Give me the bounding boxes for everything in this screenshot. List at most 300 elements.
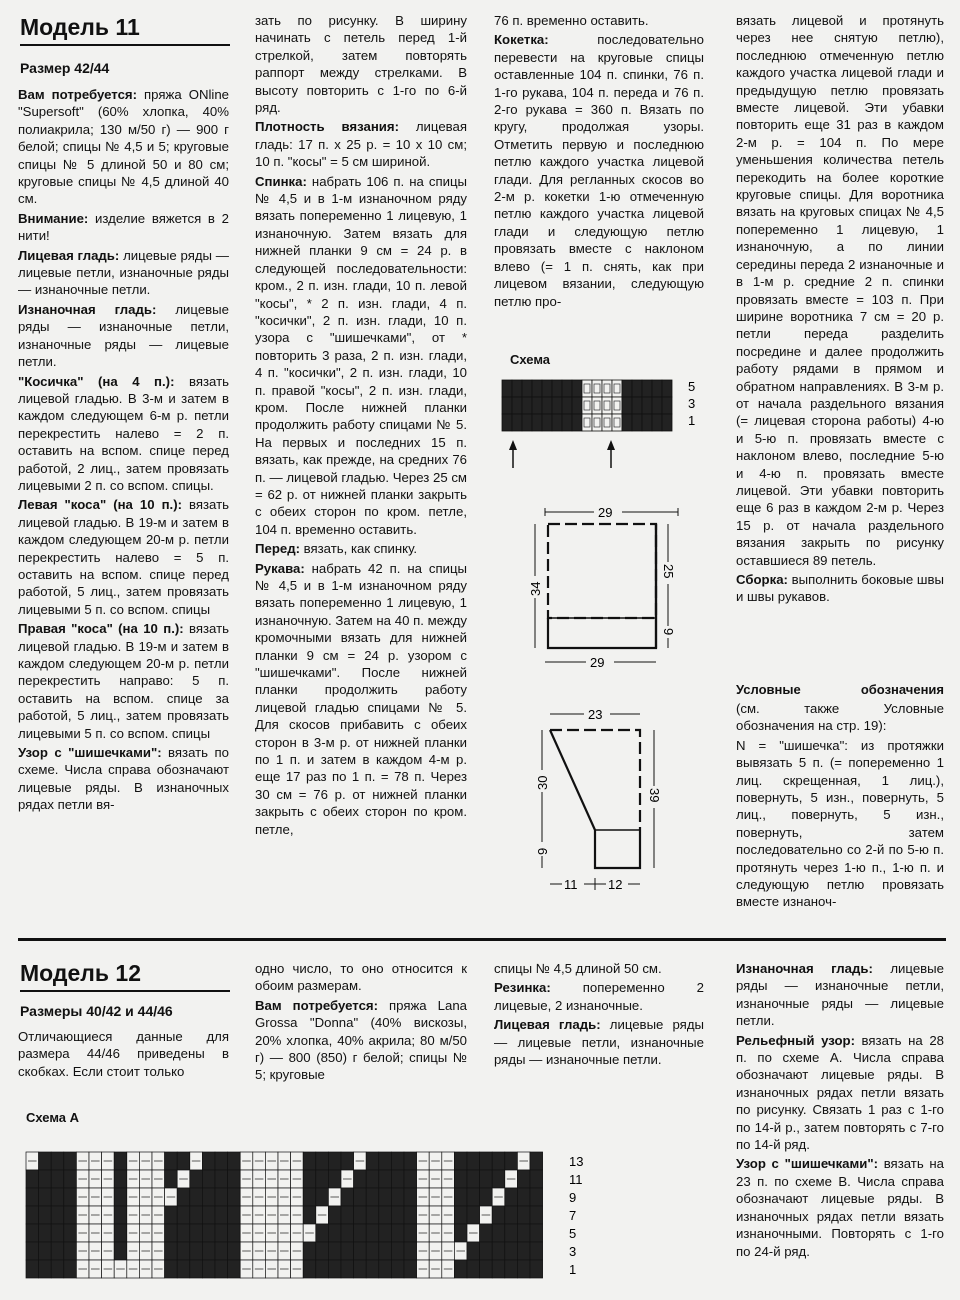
schema-cell <box>652 414 662 431</box>
schema-cell <box>64 1260 77 1278</box>
schema-cell <box>562 380 572 397</box>
paragraph-text: выполнить боковые швы и швы рукавов. <box>736 572 944 605</box>
schema-cell <box>492 1260 505 1278</box>
sleeve-bottom-right: 12 <box>608 877 623 892</box>
schema-cell <box>522 380 532 397</box>
schema-cell <box>303 1206 316 1224</box>
schema-cell <box>51 1242 64 1260</box>
schema-cell <box>652 397 662 414</box>
paragraph <box>736 12 944 569</box>
paragraph <box>255 560 467 839</box>
paragraph-text: вязать лицевой и протянуть через нее снятую петлю), последнюю отмеченную петлю каждого участка лицевой глади и предыдущую петлю провязать вместе лицевой. Эти убавки повторить еще 31 раз в каждом 2-м р. = 104 п. По мере уменьшения количества петель перекодить на более короткие круговые спицы. Для воротника вязать на круговых спицах № 4,5 попеременно 1 лицевую, 1 изнаночную, а по линии середины переда 2 изнаночные и в 1-м р. средние 2 п. спинки провязать вместе = 103 п. При ширине воротника 7 см = 20 р. петли переда разделить посредине и далее продолжить работу рядами в прямом и обратном направлениях. В 3-м р. от начала раздельного вязания (= лицевая сторона работы) 4-ю и 5-ю п. провязать вместе с наклоном влево, последние 5-ю и 4-ю п. провязать вместе лицевой. Эти убавки повторить еще 6 раз в каждом 2-м р. Через 15 р. от начала раздельного вязания закрыть по рисунку оставшиеся 89 петель. <box>736 13 944 568</box>
schema-cell <box>354 1170 367 1188</box>
paragraph-heading: "Косичка" (на 4 п.): <box>18 373 175 389</box>
schema-cell <box>51 1152 64 1170</box>
paragraph <box>18 301 229 371</box>
sleeve-bottom-left: 11 <box>564 877 578 892</box>
paragraph-text: одно число, то оно относится к обоим размерам. <box>255 961 467 994</box>
paragraph <box>736 960 944 1030</box>
model-11-column-3 <box>494 12 704 312</box>
schema-cell <box>354 1206 367 1224</box>
paragraph-text: (см. также Условные обозначения на стр. 19): <box>736 701 944 734</box>
schema-cell <box>165 1224 178 1242</box>
paragraph <box>255 173 467 539</box>
schema-cell <box>190 1170 203 1188</box>
schema-cell <box>64 1188 77 1206</box>
paragraph <box>255 997 467 1084</box>
schema-cell <box>341 1152 354 1170</box>
paragraph-heading: Левая "коса" (на 10 п.): <box>18 497 182 513</box>
schema-row-label: 7 <box>569 1208 577 1223</box>
paragraph-text: вязать лицевой гладью. В 19-м и затем в каждом следующем 20-м р. петли перекрестить налево = 5 п. оставить на вспом. спице перед работой, 5 лиц., затем провязать лицевыми 5 п. со вспом. спицы <box>18 497 229 617</box>
paragraph <box>18 620 229 742</box>
paragraph-text: набрать 106 п. на спицы № 4,5 и в 1-м изнаночном ряду вязать попеременно 1 лицевую, 1 изнаночную. Затем вязать для нижней планки 9 см = 24 р. в следующей последовательности: кром., 2 п. изн. глади, 10 п. левой "косы", * 2 п. изн. глади, 4 п. "косички", 2 п. изн. глади, 10 п. узора с "шишечками", от * повторить 3 раза, 2 п. изн. глади, 4 п. "косички", 2 п. изн. глади, 10 п. правой "косы", 2 п. изн. глади, кром. После нижней планки продолжить работу спицами № 5. На первых и последних 15 п. вязать, как прежде, на средних 76 п. — лицевой гладью. Через 25 см = 62 р. от нижней планки закрыть с обеих сторон по кром. петле, 104 п. временно оставить. <box>255 173 467 537</box>
schema-cell <box>26 1260 39 1278</box>
schema-cell <box>366 1260 379 1278</box>
schema-cell <box>202 1260 215 1278</box>
schema-cell <box>316 1224 329 1242</box>
sleeve-width-top: 23 <box>588 707 603 722</box>
paragraph-heading: Изнаночная гладь: <box>18 301 157 317</box>
schema-cell <box>190 1206 203 1224</box>
schema-cell <box>602 397 612 414</box>
paragraph-text: лицевые ряды — лицевые петли, изнаночные ряды — изнаночные петли. <box>18 247 229 298</box>
paragraph <box>736 1155 944 1259</box>
schema-cell <box>542 414 552 431</box>
schema-cell <box>391 1152 404 1170</box>
schema-cell <box>341 1224 354 1242</box>
schema-cell <box>572 380 582 397</box>
paragraph <box>255 118 467 170</box>
paragraph <box>18 1028 229 1080</box>
schema-cell <box>632 414 642 431</box>
schema-cell <box>51 1170 64 1188</box>
schema-cell <box>391 1242 404 1260</box>
schema-cell <box>542 380 552 397</box>
schema-cell <box>517 1188 530 1206</box>
schema-cell <box>612 397 622 414</box>
paragraph-heading: Плотность вязания: <box>255 119 399 135</box>
schema-cell <box>379 1170 392 1188</box>
schema-row-label: 13 <box>569 1154 584 1169</box>
paragraph <box>18 744 229 814</box>
schema-cell <box>341 1260 354 1278</box>
schema-cell <box>354 1224 367 1242</box>
schema-cell <box>303 1260 316 1278</box>
model-11-column-2 <box>255 12 467 840</box>
schema-cell <box>552 380 562 397</box>
schema-cell <box>26 1188 39 1206</box>
schema-cell <box>662 414 672 431</box>
schema-cell <box>379 1260 392 1278</box>
paragraph <box>494 31 704 310</box>
schema-cell <box>366 1224 379 1242</box>
schema-cell <box>492 1152 505 1170</box>
schema-cell <box>26 1170 39 1188</box>
schema-cell <box>404 1170 417 1188</box>
sleeve-height-left: 30 <box>535 775 550 790</box>
schema-cell <box>303 1188 316 1206</box>
schema-cell <box>662 380 672 397</box>
schema-cell <box>39 1152 52 1170</box>
schema-cell <box>190 1224 203 1242</box>
schema-cell <box>39 1242 52 1260</box>
paragraph-text: вязать лицевой гладью. В 19-м и затем в каждом следующем 20-м р. петли перекрестить направо: 5 п. оставить на вспом. спице за работой, 5 лиц., затем провязать лицевыми 5 п. со вспом. спицы <box>18 621 229 741</box>
paragraph-heading: Внимание: <box>18 210 89 226</box>
schema-cell <box>532 380 542 397</box>
schema-cell <box>404 1152 417 1170</box>
model-12-column-2 <box>255 960 467 1086</box>
schema-cell <box>177 1188 190 1206</box>
schema-cell <box>51 1224 64 1242</box>
schema-cell <box>316 1188 329 1206</box>
sleeve-height-right: 39 <box>647 788 662 803</box>
schema-cell <box>391 1260 404 1278</box>
schema-row-label: 1 <box>688 413 696 428</box>
schema-cell <box>572 397 582 414</box>
schema-cell <box>215 1206 228 1224</box>
schema-cell <box>215 1170 228 1188</box>
sleeve-band-height: 9 <box>535 847 550 855</box>
paragraph <box>736 737 944 911</box>
schema-row-label: 1 <box>569 1262 577 1277</box>
paragraph-heading: Узор с "шишечками": <box>18 745 162 761</box>
schema-cell <box>467 1260 480 1278</box>
schema-cell <box>114 1206 127 1224</box>
schema-cell <box>517 1206 530 1224</box>
schema-cell <box>26 1242 39 1260</box>
schema-cell <box>114 1242 127 1260</box>
schema-cell <box>512 397 522 414</box>
schema-cell <box>202 1242 215 1260</box>
schema-cell <box>404 1224 417 1242</box>
body-width-top: 29 <box>598 505 613 520</box>
paragraph <box>18 247 229 299</box>
schema-cell <box>51 1260 64 1278</box>
schema-cell <box>366 1170 379 1188</box>
schema-cell <box>530 1206 543 1224</box>
model-12-column-3 <box>494 960 704 1070</box>
schema-cell <box>202 1152 215 1170</box>
schema-cell <box>228 1188 241 1206</box>
schema-cell <box>502 380 512 397</box>
schema-cell <box>177 1152 190 1170</box>
schema-cell <box>366 1242 379 1260</box>
schema-cell <box>612 414 622 431</box>
schema-cell <box>391 1224 404 1242</box>
schema-cell <box>316 1152 329 1170</box>
schema-cell <box>303 1242 316 1260</box>
paragraph-text: пряжа ONline "Supersoft" (60% хлопка, 40% полиакрила; 130 м/50 г) — 900 г белой; спицы № 4,5 и 5; круговые спицы № 5 длиной 50 и 80 см; круговые спицы № 4,5 длиной 40 см. <box>18 87 230 207</box>
schema-cell <box>39 1170 52 1188</box>
paragraph-text: набрать 42 п. на спицы № 4,5 и в 1-м изнаночном ряду вязать попеременно 1 лицевую, 1 изнаночную. Затем на 40 п. между кромочными вязать для нижней планки 9 см = 24 р. узором с "шишечками". После нижней планки продолжить работу лицевой гладью спицами № 5. Для скосов прибавить с обеих сторон в 3-м р. от нижней планки по 1 п. и затем в каждом 4-м р. еще 17 раз по 1 п. = 78 п. Через 30 см = 76 р. от нижней планки закрыть с обеих сторон по кром. петле, <box>255 560 467 837</box>
schema-cell <box>177 1206 190 1224</box>
schema-cell <box>582 414 592 431</box>
schema-cell <box>215 1242 228 1260</box>
model-11-title-rule <box>20 44 230 46</box>
schema-cell <box>190 1242 203 1260</box>
schema-cell <box>165 1170 178 1188</box>
schema-cell <box>592 397 602 414</box>
schema-cell <box>228 1152 241 1170</box>
model-11-legend <box>736 700 944 913</box>
schema-cell <box>467 1242 480 1260</box>
paragraph <box>736 571 944 606</box>
schema-cell <box>552 397 562 414</box>
repeat-arrow-icon <box>607 440 615 468</box>
schema-cell <box>51 1206 64 1224</box>
paragraph <box>18 86 229 208</box>
schema-cell <box>632 397 642 414</box>
schema-cell <box>622 380 632 397</box>
paragraph-text: лицевые ряды — изнаночные петли, изнаночные ряды — лицевые петли. <box>18 301 229 370</box>
section-divider <box>18 938 946 941</box>
schema-cell <box>228 1260 241 1278</box>
schema-cell <box>114 1224 127 1242</box>
schema-cell <box>652 380 662 397</box>
paragraph-heading: Вам потребуется: <box>18 87 138 102</box>
schema-cell <box>341 1242 354 1260</box>
schema-cell <box>366 1152 379 1170</box>
schema-cell <box>492 1206 505 1224</box>
schema-cell <box>202 1206 215 1224</box>
schema-cell <box>530 1224 543 1242</box>
schema-cell <box>391 1170 404 1188</box>
paragraph-heading: Сборка: <box>736 572 788 587</box>
schema-cell <box>517 1170 530 1188</box>
schema-row-label: 5 <box>688 379 696 394</box>
paragraph-text: лицевая гладь: 17 п. х 25 р. = 10 х 10 см; 10 п. "косы" = 5 см шириной. <box>255 119 467 170</box>
schema-cell <box>502 397 512 414</box>
model-11-legend-title: Условные обозначения <box>736 682 944 697</box>
schema-cell <box>454 1170 467 1188</box>
schema-cell <box>532 414 542 431</box>
schema-cell <box>642 397 652 414</box>
schema-cell <box>582 397 592 414</box>
schema-cell <box>316 1170 329 1188</box>
schema-cell <box>64 1206 77 1224</box>
schema-cell <box>26 1224 39 1242</box>
schema-row-label: 3 <box>688 396 696 411</box>
schema-cell <box>114 1188 127 1206</box>
model-11-schema-grid <box>500 378 710 468</box>
schema-cell <box>562 397 572 414</box>
paragraph-text: изделие вяжется в 2 нити! <box>18 210 229 244</box>
schema-cell <box>505 1260 518 1278</box>
schema-cell <box>492 1242 505 1260</box>
schema-cell <box>328 1242 341 1260</box>
schema-cell <box>215 1188 228 1206</box>
model-12-size: Размеры 40/42 и 44/46 <box>20 1003 173 1019</box>
model-12-column-1 <box>18 1028 229 1082</box>
schema-cell <box>622 397 632 414</box>
paragraph <box>736 700 944 735</box>
schema-cell <box>502 414 512 431</box>
paragraph-text: попеременно 2 лицевые, 2 изнаночные. <box>494 980 704 1013</box>
schema-cell <box>379 1224 392 1242</box>
schema-cell <box>190 1188 203 1206</box>
schema-cell <box>454 1260 467 1278</box>
schema-cell <box>505 1224 518 1242</box>
schema-cell <box>379 1152 392 1170</box>
schema-cell <box>215 1152 228 1170</box>
schema-cell <box>454 1188 467 1206</box>
schema-cell <box>467 1170 480 1188</box>
paragraph-text: N = "шишечка": из протяжки вывязать 5 п. (= попеременно 1 лиц. скрещенная, 1 лиц.), повернуть, 5 изн., повернуть, 5 лиц., повернуть, 5 изн., повернуть, затем последовательно со 2-й по 5-ю п. протянуть через 1-ю п., 1-ю п. и следующую петлю провязать вместе изнаноч- <box>736 737 944 910</box>
paragraph-text: 76 п. временно оставить. <box>494 13 649 28</box>
paragraph-heading: Кокетка: <box>494 32 549 48</box>
schema-cell <box>215 1260 228 1278</box>
schema-cell <box>530 1242 543 1260</box>
schema-cell <box>39 1260 52 1278</box>
schema-cell <box>114 1152 127 1170</box>
schema-cell <box>592 414 602 431</box>
paragraph-text: вязать по схеме. Числа справа обозначают лицевые ряды. В изнаночных рядах петли вя- <box>18 745 229 813</box>
model-11-column-1 <box>18 86 229 816</box>
paragraph-text: Отличающиеся данные для размера 44/46 приведены в скобках. Если стоит только <box>18 1029 229 1079</box>
schema-cell <box>165 1152 178 1170</box>
schema-cell <box>354 1242 367 1260</box>
schema-cell <box>517 1260 530 1278</box>
model-12-schema-a-grid <box>24 1150 594 1285</box>
paragraph-text: лицевые ряды — изнаночные петли, изнаночные ряды — лицевые петли. <box>736 961 944 1029</box>
paragraph-text: вязать лицевой гладью. В 3-м и затем в каждом следующем 6-м р. петли перекрестить налево = 2 п. оставить на вспом. спице перед работой, 2 лиц., затем провязать лицевыми 2 п. со вспом. спицы. <box>18 373 229 493</box>
paragraph-text: зать по рисунку. В ширину начинать с петель перед 1-й стрелкой, затем повторять раппорт между стрелками. В высоту повторить с 1-го по 6-й ряд. <box>255 13 467 116</box>
schema-cell <box>662 397 672 414</box>
schema-cell <box>522 414 532 431</box>
model-11-schema-label: Схема <box>510 352 551 367</box>
schema-cell <box>642 414 652 431</box>
repeat-arrow-icon <box>509 440 517 468</box>
paragraph <box>255 12 467 116</box>
schema-cell <box>328 1206 341 1224</box>
schema-cell <box>467 1206 480 1224</box>
paragraph-heading: Перед: <box>255 541 300 557</box>
paragraph-heading: Правая "коса" (на 10 п.): <box>18 621 184 637</box>
paragraph-text: вязать на 28 п. по схеме А. Числа справа обозначают лицевые ряды. В изнаночных рядах петли вязать по рисунку. Связать 1 раз с 1-го по 14-й р., затем повторять с 7-го по 14-й ряд. <box>736 1032 944 1153</box>
schema-cell <box>522 397 532 414</box>
schema-row-label: 11 <box>569 1172 583 1187</box>
schema-cell <box>202 1224 215 1242</box>
schema-cell <box>328 1170 341 1188</box>
schema-cell <box>480 1224 493 1242</box>
body-height-left: 34 <box>528 581 543 596</box>
paragraph-heading: Рельефный узор: <box>736 1032 855 1048</box>
schema-cell <box>404 1188 417 1206</box>
schema-cell <box>165 1206 178 1224</box>
schema-cell <box>505 1188 518 1206</box>
schema-cell <box>505 1242 518 1260</box>
paragraph <box>255 960 467 995</box>
paragraph-heading: Вам потребуется: <box>255 997 378 1013</box>
model-12-schema-label: Схема А <box>26 1110 80 1125</box>
schema-cell <box>354 1188 367 1206</box>
schema-cell <box>517 1242 530 1260</box>
schema-cell <box>64 1152 77 1170</box>
paragraph-heading: Рукава: <box>255 560 305 576</box>
schema-cell <box>228 1206 241 1224</box>
schema-cell <box>530 1170 543 1188</box>
schema-cell <box>316 1242 329 1260</box>
schema-cell <box>228 1242 241 1260</box>
body-band-height: 9 <box>661 628 676 636</box>
schema-cell <box>39 1188 52 1206</box>
schema-cell <box>492 1224 505 1242</box>
schema-cell <box>480 1170 493 1188</box>
schema-cell <box>622 414 632 431</box>
schema-cell <box>552 414 562 431</box>
schema-cell <box>114 1170 127 1188</box>
schema-cell <box>316 1260 329 1278</box>
paragraph-text: лицевые ряды — лицевые петли, изнаночные ряды — изнаночные петли. <box>494 1017 704 1068</box>
schema-cell <box>328 1152 341 1170</box>
paragraph-text: вязать на 23 п. по схеме В. Числа справа обозначают лицевые ряды. В изнаночных рядах петли вязать изнаночными. Повторять с 1-го по 24-й ряд. <box>736 1156 944 1259</box>
schema-cell <box>404 1206 417 1224</box>
paragraph <box>255 540 467 557</box>
schema-cell <box>165 1260 178 1278</box>
schema-cell <box>612 380 622 397</box>
body-pattern-diagram <box>520 500 710 670</box>
schema-cell <box>467 1152 480 1170</box>
paragraph <box>494 979 704 1014</box>
paragraph-heading: Резинка: <box>494 980 551 996</box>
schema-cell <box>202 1170 215 1188</box>
schema-cell <box>328 1224 341 1242</box>
schema-cell <box>517 1224 530 1242</box>
schema-cell <box>454 1224 467 1242</box>
schema-cell <box>492 1170 505 1188</box>
schema-cell <box>505 1152 518 1170</box>
schema-cell <box>177 1224 190 1242</box>
paragraph-text: пряжа Lana Grossa "Donna" (40% вискозы, 20% хлопка, 40% акрила; 80 м/50 г) — 800 (850) г белой; спицы № 5; круговые <box>255 997 467 1083</box>
paragraph <box>18 210 229 245</box>
schema-cell <box>39 1224 52 1242</box>
schema-cell <box>480 1242 493 1260</box>
schema-cell <box>512 380 522 397</box>
sleeve-pattern-diagram <box>520 700 710 900</box>
schema-cell <box>562 414 572 431</box>
paragraph <box>494 12 704 29</box>
schema-cell <box>177 1242 190 1260</box>
model-12-column-4 <box>736 960 944 1262</box>
schema-cell <box>379 1242 392 1260</box>
schema-cell <box>26 1206 39 1224</box>
model-11-size: Размер 42/44 <box>20 60 110 76</box>
schema-cell <box>177 1260 190 1278</box>
schema-cell <box>379 1206 392 1224</box>
schema-cell <box>632 380 642 397</box>
schema-cell <box>404 1260 417 1278</box>
schema-cell <box>215 1224 228 1242</box>
schema-cell <box>592 380 602 397</box>
schema-cell <box>404 1242 417 1260</box>
schema-cell <box>341 1188 354 1206</box>
schema-cell <box>354 1260 367 1278</box>
schema-row-label: 9 <box>569 1190 577 1205</box>
schema-cell <box>202 1188 215 1206</box>
schema-cell <box>512 414 522 431</box>
paragraph-heading: Изнаночная гладь: <box>736 961 873 976</box>
schema-cell <box>64 1224 77 1242</box>
schema-cell <box>467 1188 480 1206</box>
schema-cell <box>39 1206 52 1224</box>
model-12-title: Модель 12 <box>20 960 142 986</box>
schema-cell <box>366 1188 379 1206</box>
model-11-column-4 <box>736 12 944 608</box>
schema-cell <box>642 380 652 397</box>
paragraph <box>18 373 229 495</box>
schema-cell <box>190 1260 203 1278</box>
